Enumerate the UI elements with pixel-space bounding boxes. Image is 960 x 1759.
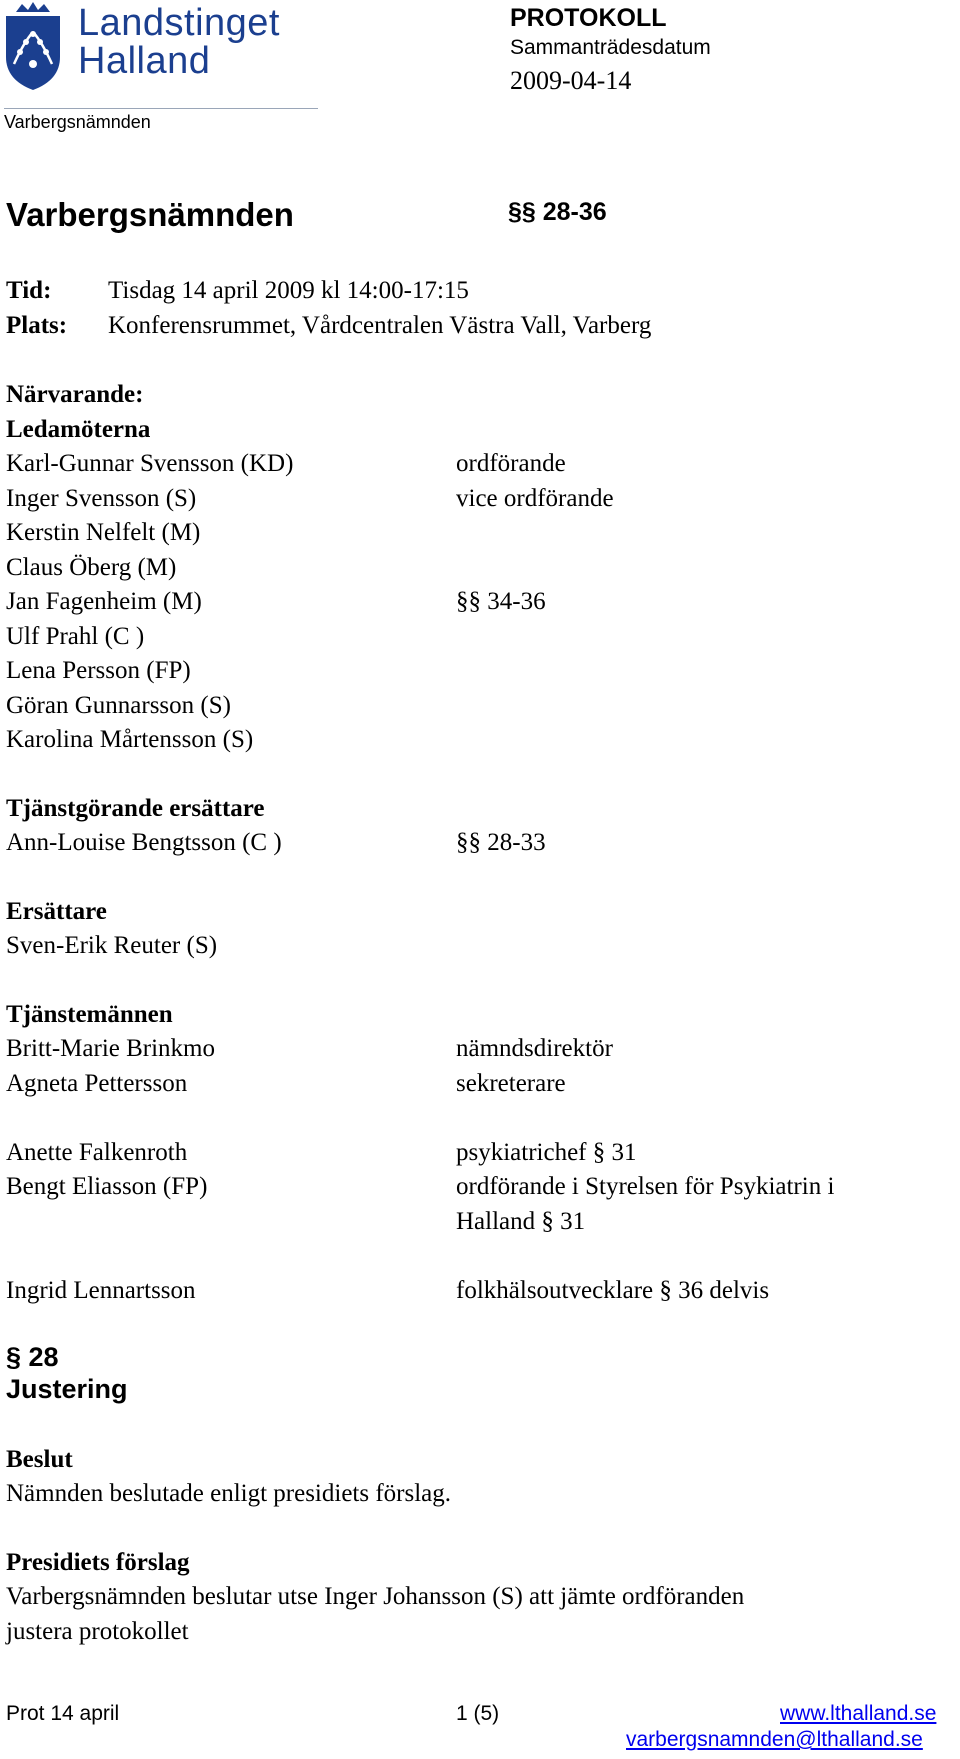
guest-role: folkhälsoutvecklare § 36 delvis — [456, 1277, 770, 1304]
organization-name: Varbergsnämnden — [4, 112, 151, 132]
member-role: ordförande — [456, 450, 566, 477]
decision-text: Nämnden beslutade enligt presidiets förslag. — [6, 1480, 452, 1507]
serving-name: Ann-Louise Bengtsson (C ) — [6, 829, 282, 856]
logo-line-2: Halland — [78, 40, 211, 82]
landstinget-logo — [4, 2, 304, 92]
decision-heading: Beslut — [6, 1446, 73, 1473]
proposal-text-continued: justera protokollet — [6, 1618, 189, 1645]
guest-role: psykiatrichef § 31 — [456, 1139, 637, 1166]
member-name: Ulf Prahl (C ) — [6, 623, 145, 650]
page-number: 1 (5) — [456, 1702, 500, 1725]
footer-protocol-ref: Prot 14 april — [6, 1702, 120, 1725]
guest-name: Ingrid Lennartsson — [6, 1277, 196, 1304]
date-label: Sammanträdesdatum — [510, 36, 711, 59]
serving-role: §§ 28-33 — [456, 829, 546, 856]
member-name: Karl-Gunnar Svensson (KD) — [6, 450, 294, 477]
section-title: Justering — [6, 1374, 128, 1404]
section-number: § 28 — [6, 1342, 59, 1372]
substitute-name: Sven-Erik Reuter (S) — [6, 932, 218, 959]
time-value: Tisdag 14 april 2009 kl 14:00-17:15 — [108, 277, 469, 304]
member-name: Inger Svensson (S) — [6, 485, 197, 512]
website-link[interactable]: www.lthalland.se — [780, 1702, 937, 1725]
member-name: Göran Gunnarsson (S) — [6, 692, 231, 719]
meeting-date: 2009-04-14 — [510, 66, 632, 95]
place-label: Plats: — [6, 312, 68, 339]
member-name: Karolina Mårtensson (S) — [6, 726, 254, 753]
official-name: Agneta Pettersson — [6, 1070, 188, 1097]
guest-role-continued: Halland § 31 — [456, 1208, 586, 1235]
proposal-heading: Presidiets förslag — [6, 1549, 190, 1576]
paragraph-range: §§ 28-36 — [508, 198, 607, 226]
time-label: Tid: — [6, 277, 52, 304]
present-heading: Närvarande: — [6, 381, 144, 408]
member-name: Jan Fagenheim (M) — [6, 588, 202, 615]
member-role: §§ 34-36 — [456, 588, 546, 615]
substitutes-heading: Ersättare — [6, 898, 107, 925]
member-name: Claus Öberg (M) — [6, 554, 177, 581]
serving-heading: Tjänstgörande ersättare — [6, 795, 265, 822]
member-name: Lena Persson (FP) — [6, 657, 191, 684]
header-divider — [4, 108, 318, 109]
guest-role: ordförande i Styrelsen för Psykiatrin i — [456, 1173, 835, 1200]
page-title: Varbergsnämnden — [6, 196, 294, 233]
member-role: vice ordförande — [456, 485, 614, 512]
members-heading: Ledamöterna — [6, 416, 151, 443]
logo-line-1: Landstinget — [78, 2, 280, 44]
official-name: Britt-Marie Brinkmo — [6, 1035, 215, 1062]
document-type: PROTOKOLL — [510, 4, 667, 32]
official-role: sekreterare — [456, 1070, 566, 1097]
email-link[interactable]: varbergsnamnden@lthalland.se — [626, 1728, 923, 1751]
guest-name: Anette Falkenroth — [6, 1139, 188, 1166]
proposal-text: Varbergsnämnden beslutar utse Inger Johansson (S) att jämte ordföranden — [6, 1583, 745, 1610]
officials-heading: Tjänstemännen — [6, 1001, 173, 1028]
guest-name: Bengt Eliasson (FP) — [6, 1173, 208, 1200]
place-value: Konferensrummet, Vårdcentralen Västra Vall, Varberg — [108, 312, 652, 339]
official-role: nämndsdirektör — [456, 1035, 613, 1062]
member-name: Kerstin Nelfelt (M) — [6, 519, 201, 546]
